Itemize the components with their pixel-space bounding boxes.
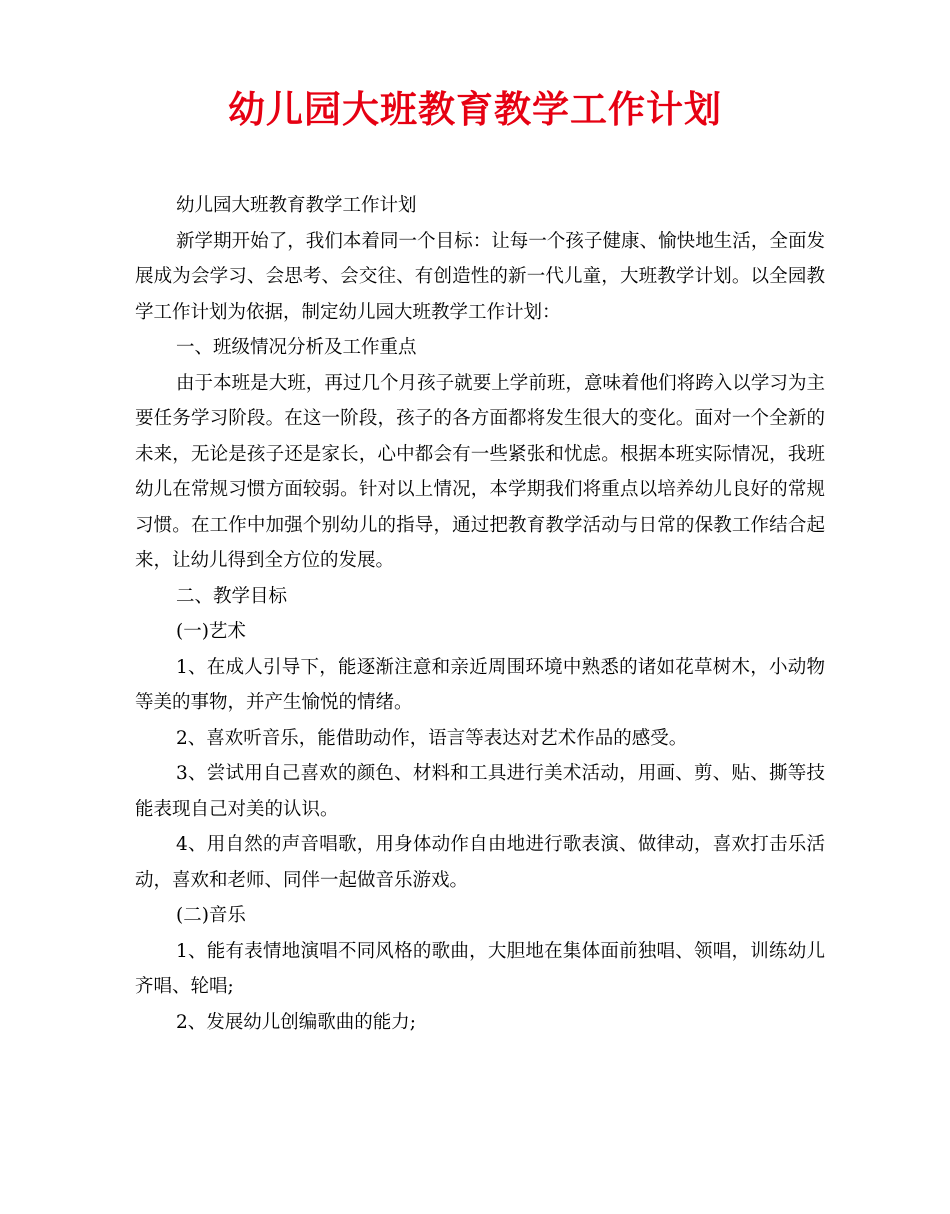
list-item-art-4: 4、用自然的声音唱歌，用身体动作自由地进行歌表演、做律动，喜欢打击乐活动，喜欢和老师、同伴一起做音乐游戏。 [135, 834, 825, 891]
section-heading-class-analysis: 一、班级情况分析及工作重点 [176, 337, 417, 358]
list-item-art-1: 1、在成人引导下，能逐渐注意和亲近周围环境中熟悉的诸如花草树木，小动物等美的事物，并产生愉悦的情绪。 [135, 656, 825, 713]
document-body [135, 188, 825, 1040]
list-item-art-2: 2、喜欢听音乐，能借助动作，语言等表达对艺术作品的感受。 [176, 727, 688, 749]
document-title: 幼儿园大班教育教学工作计划 [228, 87, 722, 131]
paragraph-heading: 幼儿园大班教育教学工作计划 [176, 195, 417, 216]
paragraph-class-analysis: 由于本班是大班，再过几个月孩子就要上学前班，意味着他们将跨入以学习为主要任务学习阶段。在这一阶段，孩子的各方面都将发生很大的变化。面对一个全新的未来，无论是孩子还是家长，心中都会有一些紧张和忧虑。根据本班实际情况，我班幼儿在常规习惯方面较弱。针对以上情况，本学期我们将重点以培养幼儿良好的常规习惯。在工作中加强个别幼儿的指导，通过把教育教学活动与日常的保教工作结合起来，让幼儿得到全方位的发展。 [135, 372, 825, 571]
list-item-art-3: 3、尝试用自己喜欢的颜色、材料和工具进行美术活动，用画、剪、贴、撕等技能表现自己对美的认识。 [135, 763, 825, 820]
subsection-heading-art: (一)艺术 [176, 621, 246, 642]
paragraph-intro: 新学期开始了，我们本着同一个目标：让每一个孩子健康、愉快地生活，全面发展成为会学习、会思考、会交往、有创造性的新一代儿童，大班教学计划。以全园教学工作计划为依据，制定幼儿园大班教学工作计划： [135, 230, 825, 323]
list-item-music-2: 2、发展幼儿创编歌曲的能力; [176, 1011, 417, 1033]
list-item-music-1: 1、能有表情地演唱不同风格的歌曲，大胆地在集体面前独唱、领唱，训练幼儿齐唱、轮唱; [135, 940, 825, 997]
subsection-heading-music: (二)音乐 [176, 905, 246, 926]
section-heading-teaching-goals: 二、教学目标 [176, 585, 288, 607]
